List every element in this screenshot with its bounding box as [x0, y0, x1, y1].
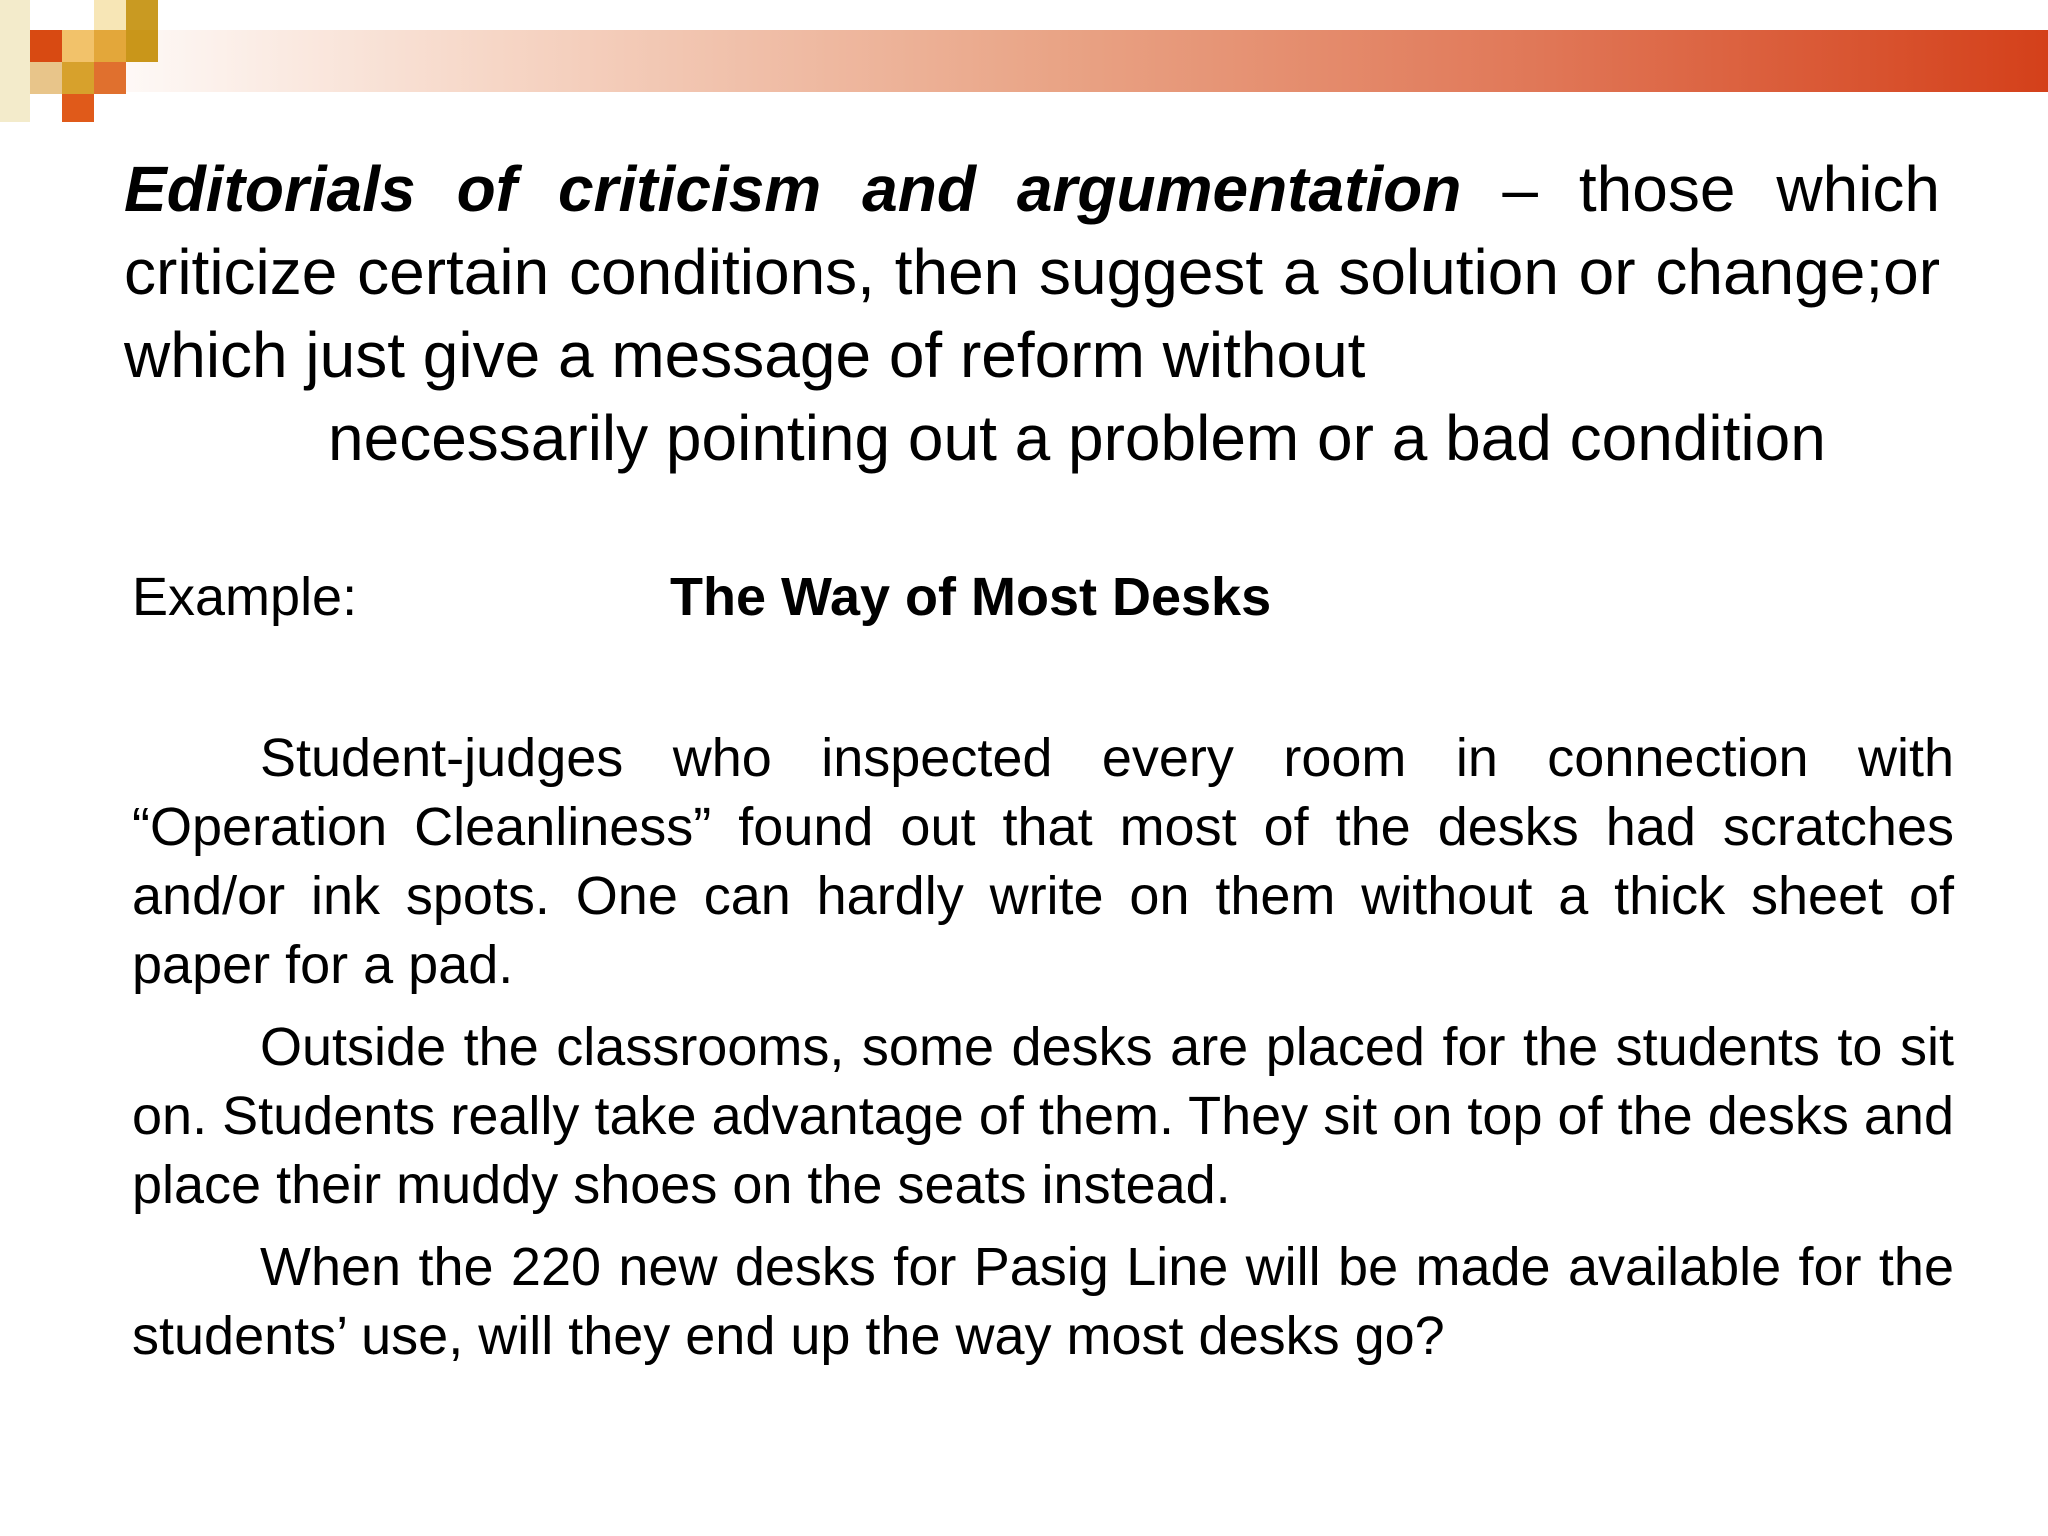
- header-gradient-bar: [60, 30, 2048, 92]
- example-paragraph-1: Student-judges who inspected every room in connection with “Operation Cleanliness” found out that most of the desks had scratches and/or ink spots. One can hardly write on them without a thick sheet of paper for a pad.: [132, 728, 1954, 995]
- logo-square: [94, 0, 126, 30]
- logo-square: [126, 0, 158, 30]
- example-header: [132, 562, 1932, 632]
- example-title: The Way of Most Desks: [670, 567, 1272, 627]
- example-label: Example:: [132, 567, 358, 627]
- logo-square: [62, 30, 94, 62]
- logo-square: [62, 94, 94, 122]
- definition-paragraph: [124, 148, 1940, 480]
- definition-text: – those which criticize certain conditions, then suggest a solution or change;or which just give a message of reform without: [124, 153, 1941, 391]
- definition-term: Editorials of criticism and argumentation: [124, 153, 1462, 225]
- logo-square: [126, 30, 158, 62]
- logo-square: [94, 62, 126, 94]
- example-body: [132, 724, 1954, 1384]
- logo-square: [94, 30, 126, 62]
- example-paragraph-2: Outside the classrooms, some desks are placed for the students to sit on. Students really take advantage of them. They sit on top of the desks and place their muddy shoes on the seats instead.: [132, 1017, 1954, 1215]
- example-paragraph-3: When the 220 new desks for Pasig Line will be made available for the students’ use, will they end up the way most desks go?: [132, 1237, 1954, 1366]
- logo-square: [30, 62, 62, 94]
- definition-last-line: necessarily pointing out a problem or a bad condition: [328, 402, 1826, 474]
- logo-square: [0, 0, 30, 122]
- logo-square: [62, 62, 94, 94]
- decorative-squares-logo: [0, 0, 160, 122]
- logo-square: [30, 30, 62, 62]
